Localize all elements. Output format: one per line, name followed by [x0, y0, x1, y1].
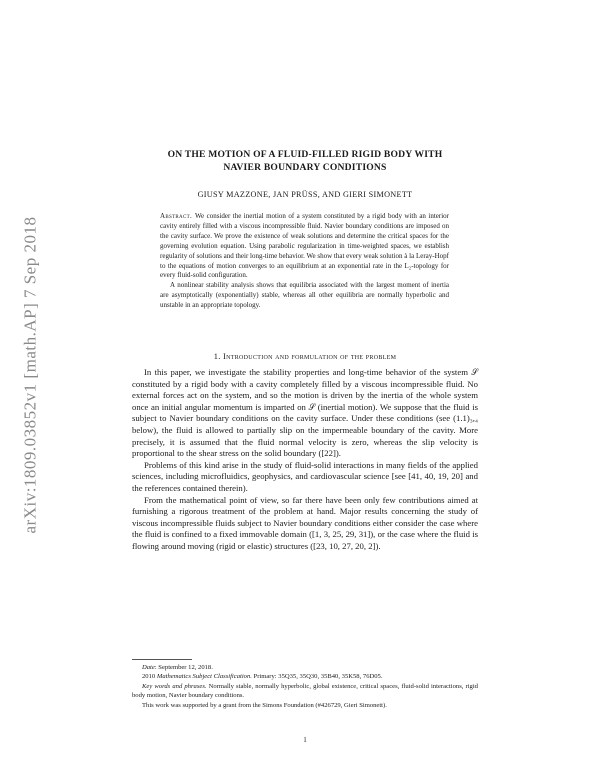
abstract-paragraph-2: A nonlinear stability analysis shows that equilibria associated with the largest moment of inertia are asymptotically (exponentially) stable, whereas all other equilibria are normally hyperbolic and unstable in an appropriate topology. [160, 281, 449, 310]
abstract [160, 212, 449, 311]
body-paragraph-1: In this paper, we investigate the stability properties and long-time behavior of the system 𝒮 constituted by a rigid body with a cavity completely filled by a viscous incompressible fluid. No external forces act on the system, and so the motion is driven by the inertia of the whole system once an initial angular momentum is imparted on 𝒮 (inertial motion). We suppose that the fluid is subject to Navier boundary conditions on the cavity surface. Under these conditions (see (1.1)₃,₄ below), the fluid is allowed to partially slip on the impermeable boundary of the cavity. More precisely, it is assumed that the fluid normal velocity is zero, whereas the slip velocity is proportional to the shear stress on the solid boundary ([22]). [132, 367, 478, 459]
title-line-2: NAVIER BOUNDARY CONDITIONS [223, 162, 387, 173]
msc-label: Mathematics Subject Classification. [156, 673, 252, 681]
abstract-text-1: We consider the inertial motion of a system constituted by a rigid body with an interior cavity entirely filled with a viscous incompressible fluid. Navier boundary conditions are imposed on the cavity surface. We prove the existence of weak solutions and determine the critical spaces for the governing evolution equation. Using parabolic regularization in time-weighted spaces, we establish regularity of solutions and their long-time behavior. We show that every weak solution à la Leray-Hopf to the equations of motion converges to an equilibrium at an exponential rate in the L₂-topology for every fluid-solid configuration. [160, 212, 449, 280]
page-number: 1 [303, 736, 307, 744]
footnote-keywords [132, 682, 478, 701]
abstract-paragraph-1 [160, 212, 449, 281]
footnote-support: This work was supported by a grant from the Simons Foundation (#426729, Gieri Simonett). [142, 701, 387, 709]
title-line-1: ON THE MOTION OF A FLUID-FILLED RIGID BODY WITH [167, 149, 443, 160]
author-list: GIUSY MAZZONE, JAN PRÜSS, AND GIERI SIMONETT [197, 190, 413, 199]
footnote-date [132, 663, 478, 672]
date-label: Date [142, 664, 155, 671]
footnotes [132, 663, 478, 710]
paper-title [132, 148, 478, 174]
keywords-label: Key words and phrases. [142, 682, 207, 690]
msc-value: Primary: 35Q35, 35Q30, 35B40, 35K58, 76D05. [251, 673, 383, 681]
date-value: : September 12, 2018. [154, 664, 213, 671]
body-text [132, 367, 478, 553]
arxiv-identifier: arXiv:1809.03852v1 [math.AP] 7 Sep 2018 [20, 216, 40, 534]
footnote-msc [132, 672, 478, 681]
body-paragraph-2: Problems of this kind arise in the study of fluid-solid interactions in many fields of the applied sciences, including microfluidics, geophysics, and cardiovascular science [see [41, 40, 19, 20] and the references contained therein). [132, 459, 478, 493]
keywords-value: Normally stable, normally hyperbolic, global existence, critical spaces, fluid-solid interactions, rigid body motion, Navier boundary conditions. [132, 682, 478, 700]
arxiv-identifier-stamp [8, 185, 52, 565]
body-paragraph-3: From the mathematical point of view, so far there have been only few contributions aimed at furnishing a rigorous treatment of the problem at hand. Major results concerning the study of viscous incompressible fluids subject to Navier boundary conditions either consider the case where the fluid is confined to a fixed immovable domain ([1, 3, 25, 29, 31]), or the case where the fluid is flowing around moving (rigid or elastic) structures ([23, 10, 27, 20, 2]). [132, 494, 478, 551]
msc-year: 2010 [142, 673, 157, 681]
footnote-rule [132, 659, 192, 660]
abstract-heading: Abstract. [160, 212, 193, 220]
section-heading: 1. Introduction and formulation of the problem [213, 352, 397, 361]
